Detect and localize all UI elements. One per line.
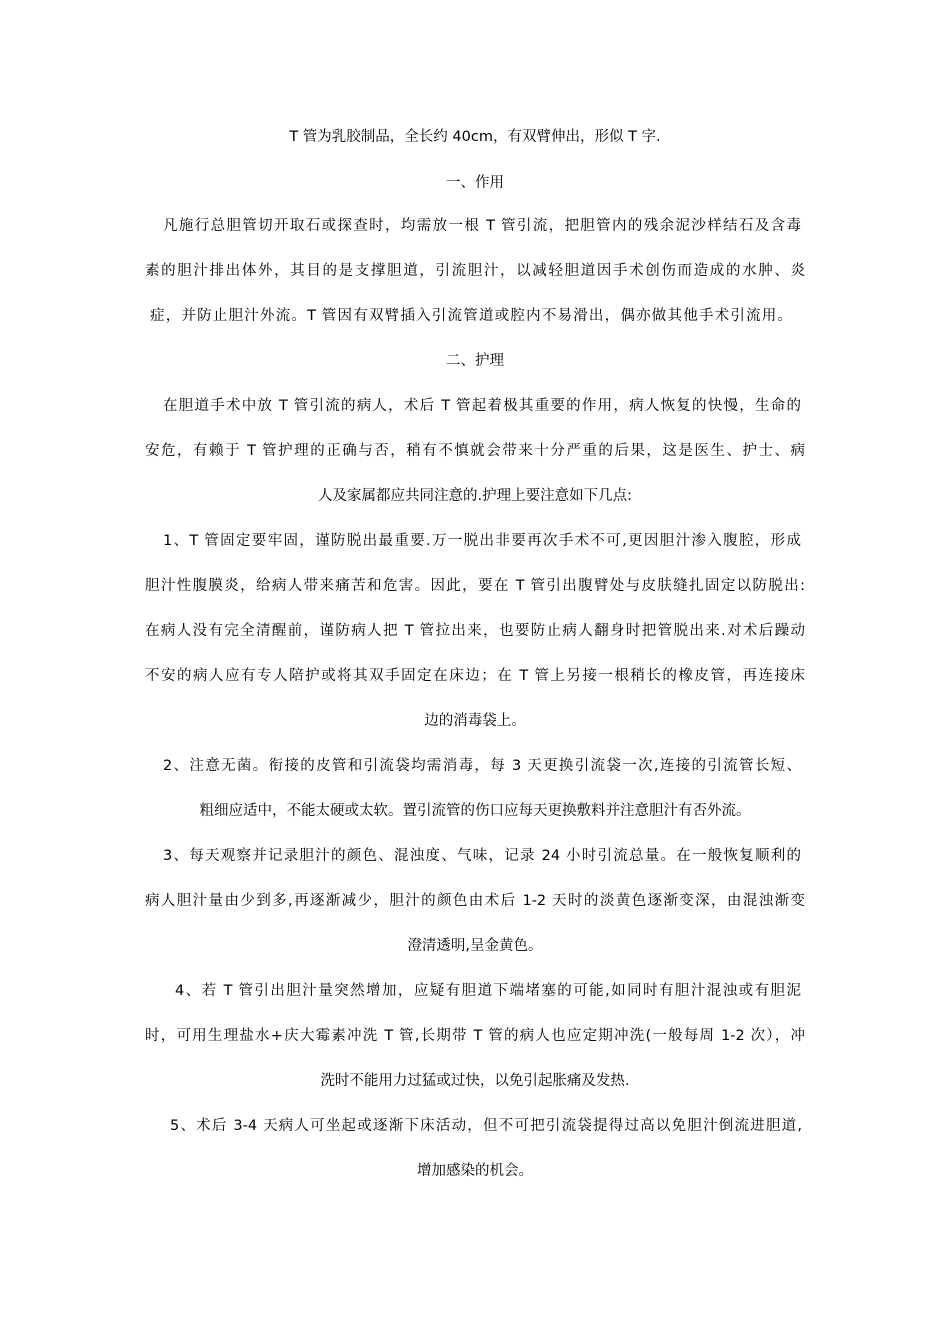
list-item-3-line: 3、每天观察并记录胆汁的颜色、混浊度、气味，记录 24 小时引流总量。在一般恢复顺利的 xyxy=(163,848,801,864)
paragraph-line: 症，并防止胆汁外流。T 管因有双臂插入引流管道或腔内不易滑出，偶亦做其他手术引流用。 xyxy=(150,308,792,324)
paragraph-line: 素的胆汁排出体外，其目的是支撑胆道，引流胆汁，以减轻胆道因手术创伤而造成的水肿、炎 xyxy=(145,263,805,279)
list-item-1-line: 边的消毒袋上。 xyxy=(424,713,526,729)
list-item-1-line: 胆汁性腹膜炎，给病人带来痛苦和危害。因此，要在 T 管引出腹臂处与皮肤缝扎固定以防脱出: xyxy=(145,578,805,594)
paragraph-line: 人及家属都应共同注意的.护理上要注意如下几点: xyxy=(318,488,632,504)
list-item-1-line: 1、T 管固定要牢固，谨防脱出最重要.万一脱出非要再次手术不可,更因胆汁渗入腹腔，形成 xyxy=(163,533,801,549)
list-item-3-line: 澄清透明,呈金黄色。 xyxy=(407,938,543,954)
list-item-5-line: 增加感染的机会。 xyxy=(417,1163,533,1179)
section-heading-nursing: 二、护理 xyxy=(446,353,504,369)
list-item-3-line: 病人胆汁量由少到多,再逐渐减少，胆汁的颜色由术后 1-2 天时的淡黄色逐渐变深，由混浊渐变 xyxy=(145,893,805,909)
list-item-4-line: 4、若 T 管引出胆汁量突然增加，应疑有胆道下端堵塞的可能,如同时有胆汁混浊或有胆泥 xyxy=(175,983,801,999)
list-item-1-line: 不安的病人应有专人陪护或将其双手固定在床边；在 T 管上另接一根稍长的橡皮管，再连接床 xyxy=(145,668,805,684)
list-item-2-line: 2、注意无菌。衔接的皮管和引流袋均需消毒，每 3 天更换引流袋一次,连接的引流管长短、 xyxy=(163,758,801,774)
paragraph-line: 凡施行总胆管切开取石或探查时，均需放一根 T 管引流，把胆管内的残余泥沙样结石及含毒 xyxy=(163,218,801,234)
paragraph-line: 安危，有赖于 T 管护理的正确与否，稍有不慎就会带来十分严重的后果，这是医生、护士、病 xyxy=(145,443,805,459)
list-item-2-line: 粗细应适中，不能太硬或太软。置引流管的伤口应每天更换敷料并注意胆汁有否外流。 xyxy=(199,803,751,819)
paragraph-line: 在胆道手术中放 T 管引流的病人，术后 T 管起着极其重要的作用，病人恢复的快慢，生命的 xyxy=(163,398,801,414)
list-item-4-line: 时，可用生理盐水+庆大霉素冲洗 T 管,长期带 T 管的病人也应定期冲洗(一般每周 1-2 次），冲 xyxy=(145,1028,805,1044)
section-heading-function: 一、作用 xyxy=(446,175,504,191)
list-item-4-line: 洗时不能用力过猛或过快，以免引起胀痛及发热. xyxy=(320,1073,630,1089)
list-item-1-line: 在病人没有完全清醒前，谨防病人把 T 管拉出来，也要防止病人翻身时把管脱出来.对术后躁动 xyxy=(145,623,805,639)
list-item-5-line: 5、术后 3-4 天病人可坐起或逐渐下床活动，但不可把引流袋提得过高以免胆汁倒流进胆道, xyxy=(170,1118,802,1134)
intro-line: T 管为乳胶制品，全长约 40cm，有双臂伸出，形似 T 字. xyxy=(289,129,661,145)
